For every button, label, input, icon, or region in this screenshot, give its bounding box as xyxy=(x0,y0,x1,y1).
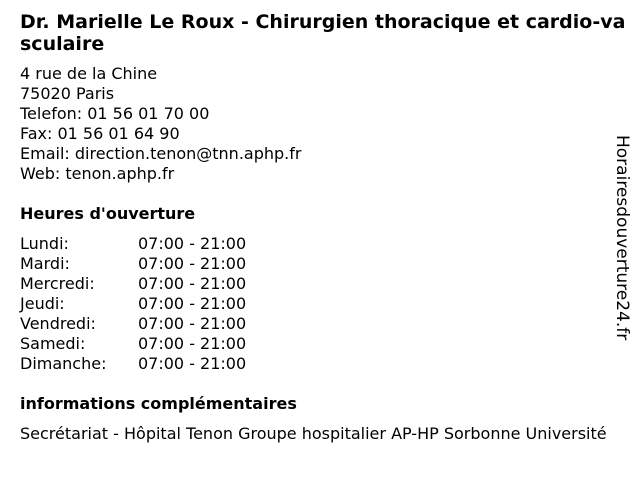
time-range: 07:00 - 21:00 xyxy=(138,314,247,333)
day-label: Mercredi: xyxy=(20,274,95,293)
opening-hours-heading: Heures d'ouverture xyxy=(20,204,196,223)
contact-block xyxy=(20,64,301,184)
time-range: 07:00 - 21:00 xyxy=(138,234,247,253)
hours-row-wednesday xyxy=(20,274,246,294)
hours-row-sunday xyxy=(20,354,246,374)
day-label: Vendredi: xyxy=(20,314,96,333)
additional-info-text: Secrétariat - Hôpital Tenon Groupe hospitalier AP-HP Sorbonne Université xyxy=(20,424,607,443)
time-range: 07:00 - 21:00 xyxy=(138,254,247,273)
day-label: Samedi: xyxy=(20,334,86,353)
hours-row-tuesday xyxy=(20,254,246,274)
page-title: Dr. Marielle Le Roux - Chirurgien thoracique et cardio-vasculaire xyxy=(20,11,626,55)
hours-row-thursday xyxy=(20,294,246,314)
day-label: Mardi: xyxy=(20,254,70,273)
time-range: 07:00 - 21:00 xyxy=(138,294,247,313)
hours-row-saturday xyxy=(20,334,246,354)
fax-number: Fax: 01 56 01 64 90 xyxy=(20,124,180,143)
opening-hours-table xyxy=(20,234,246,374)
time-range: 07:00 - 21:00 xyxy=(138,354,247,373)
street-address: 4 rue de la Chine xyxy=(20,64,158,83)
hours-row-monday xyxy=(20,234,246,254)
hours-row-friday xyxy=(20,314,246,334)
day-label: Dimanche: xyxy=(20,354,107,373)
additional-info-heading: informations complémentaires xyxy=(20,394,297,413)
phone-number: Telefon: 01 56 01 70 00 xyxy=(20,104,210,123)
time-range: 07:00 - 21:00 xyxy=(138,334,247,353)
day-label: Jeudi: xyxy=(20,294,65,313)
city: 75020 Paris xyxy=(20,84,115,103)
website: Web: tenon.aphp.fr xyxy=(20,164,175,183)
email-address: Email: direction.tenon@tnn.aphp.fr xyxy=(20,144,302,163)
time-range: 07:00 - 21:00 xyxy=(138,274,247,293)
site-brand-vertical: Horairesdouverture24.fr xyxy=(612,135,632,341)
day-label: Lundi: xyxy=(20,234,69,253)
